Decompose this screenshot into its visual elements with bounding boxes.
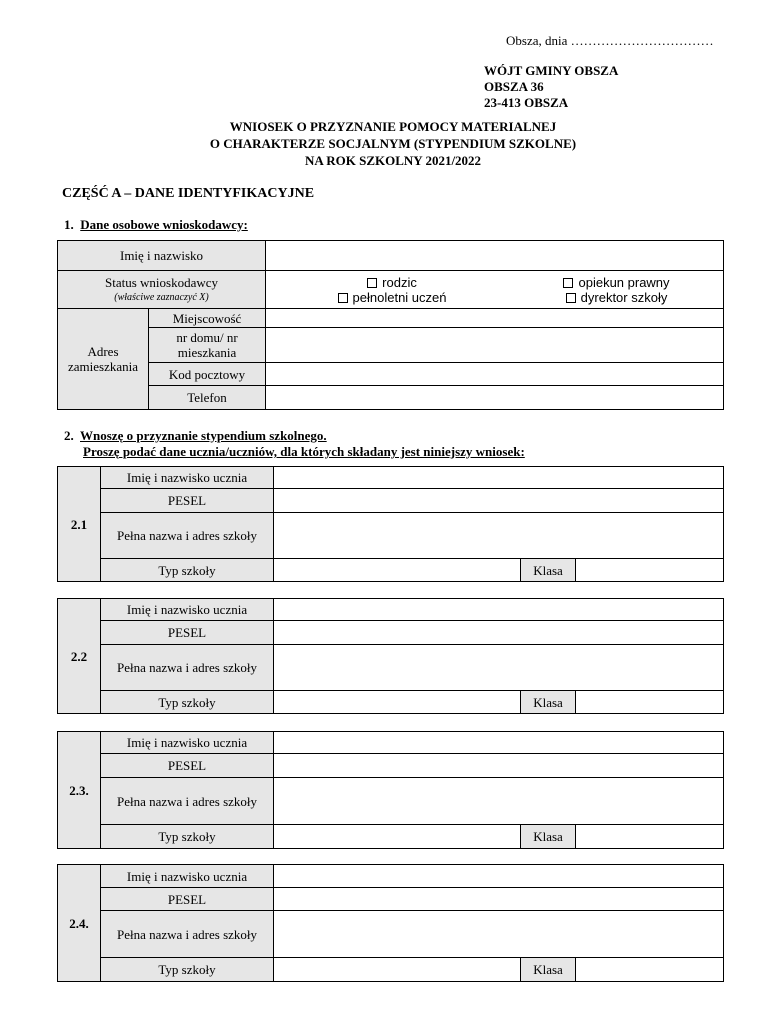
phone-field[interactable]: [266, 386, 724, 410]
school-field[interactable]: [274, 645, 724, 691]
checkbox-icon[interactable]: [563, 278, 573, 288]
school-type-label: Typ szkoły: [101, 958, 274, 982]
address-label: Adres zamieszkania: [58, 309, 149, 410]
school-type-field[interactable]: [274, 559, 521, 582]
recipient-line-1: WÓJT GMINY OBSZA: [484, 63, 619, 78]
option-adult-student[interactable]: pełnoletni uczeń: [266, 290, 509, 305]
form-title-line-1: WNIOSEK O PRZYZNANIE POMOCY MATERIALNEJ: [229, 119, 557, 134]
pesel-label: PESEL: [101, 888, 274, 911]
school-type-field[interactable]: [274, 691, 521, 714]
phone-label: Telefon: [149, 386, 266, 410]
checkbox-icon[interactable]: [367, 278, 377, 288]
class-field[interactable]: [576, 825, 724, 849]
student-name-label: Imię i nazwisko ucznia: [101, 865, 274, 888]
school-field[interactable]: [274, 778, 724, 825]
section-a-heading: CZĘŚĆ A – DANE IDENTYFIKACYJNE: [62, 186, 315, 201]
point-1-number: 1.: [64, 217, 74, 232]
class-label: Klasa: [521, 825, 576, 849]
class-field[interactable]: [576, 559, 724, 582]
student-number: 2.4.: [58, 865, 101, 982]
pesel-label: PESEL: [101, 754, 274, 778]
address-house-label: nr domu/ nr mieszkania: [149, 328, 266, 363]
status-note: (właściwe zaznaczyć X): [114, 291, 209, 303]
point-1-label: Dane osobowe wnioskodawcy:: [80, 217, 248, 232]
address-house-field[interactable]: [266, 328, 724, 363]
pesel-field[interactable]: [274, 621, 724, 645]
student-table: [57, 731, 724, 849]
student-name-field[interactable]: [274, 599, 724, 621]
recipient-line-2: OBSZA 36: [484, 79, 544, 94]
pesel-label: PESEL: [101, 621, 274, 645]
address-postcode-field[interactable]: [266, 363, 724, 386]
form-title-line-3: NA ROK SZKOLNY 2021/2022: [304, 153, 482, 168]
recipient-line-3: 23-413 OBSZA: [484, 95, 569, 110]
school-type-label: Typ szkoły: [101, 559, 274, 582]
class-label: Klasa: [521, 691, 576, 714]
student-table: [57, 466, 724, 582]
checkbox-icon[interactable]: [566, 293, 576, 303]
status-label: Status wnioskodawcy: [104, 274, 219, 290]
class-field[interactable]: [576, 691, 724, 714]
point-2-number: 2.: [64, 428, 74, 443]
school-field[interactable]: [274, 911, 724, 958]
student-name-label: Imię i nazwisko ucznia: [101, 599, 274, 621]
address-postcode-label: Kod pocztowy: [149, 363, 266, 386]
checkbox-icon[interactable]: [338, 293, 348, 303]
form-title-line-2: O CHARAKTERZE SOCJALNYM (STYPENDIUM SZKOLNE): [209, 136, 577, 151]
address-city-label: Miejscowość: [149, 309, 266, 328]
point-2-heading: [64, 428, 327, 444]
option-guardian[interactable]: opiekun prawny: [509, 275, 723, 290]
pesel-field[interactable]: [274, 754, 724, 778]
student-name-label: Imię i nazwisko ucznia: [101, 732, 274, 754]
class-label: Klasa: [521, 958, 576, 982]
school-label: Pełna nazwa i adres szkoły: [101, 778, 274, 825]
school-type-field[interactable]: [274, 958, 521, 982]
student-name-field[interactable]: [274, 865, 724, 888]
student-number: 2.3.: [58, 732, 101, 849]
student-number: 2.1: [58, 467, 101, 582]
applicant-name-label: Imię i nazwisko: [58, 241, 266, 271]
point-2-label: Wnoszę o przyznanie stypendium szkolnego.: [80, 428, 327, 443]
point-1-heading: [64, 217, 248, 233]
school-label: Pełna nazwa i adres szkoły: [101, 645, 274, 691]
point-2-subheading: Proszę podać dane ucznia/uczniów, dla których składany jest niniejszy wniosek:: [83, 444, 525, 459]
school-label: Pełna nazwa i adres szkoły: [101, 513, 274, 559]
pesel-field[interactable]: [274, 489, 724, 513]
student-name-field[interactable]: [274, 732, 724, 754]
pesel-field[interactable]: [274, 888, 724, 911]
school-type-label: Typ szkoły: [101, 691, 274, 714]
status-label-cell: [58, 271, 266, 309]
student-table: [57, 864, 724, 982]
date-line: Obsza, dnia ……………………………: [506, 33, 714, 48]
school-label: Pełna nazwa i adres szkoły: [101, 911, 274, 958]
student-table: [57, 598, 724, 714]
option-parent[interactable]: rodzic: [266, 275, 509, 290]
class-field[interactable]: [576, 958, 724, 982]
class-label: Klasa: [521, 559, 576, 582]
applicant-table: [57, 240, 724, 410]
applicant-name-field[interactable]: [266, 241, 724, 271]
school-type-label: Typ szkoły: [101, 825, 274, 849]
school-type-field[interactable]: [274, 825, 521, 849]
student-name-field[interactable]: [274, 467, 724, 489]
status-options: [266, 271, 724, 309]
student-name-label: Imię i nazwisko ucznia: [101, 467, 274, 489]
address-city-field[interactable]: [266, 309, 724, 328]
pesel-label: PESEL: [101, 489, 274, 513]
option-school-director[interactable]: dyrektor szkoły: [509, 290, 723, 305]
student-number: 2.2: [58, 599, 101, 714]
school-field[interactable]: [274, 513, 724, 559]
